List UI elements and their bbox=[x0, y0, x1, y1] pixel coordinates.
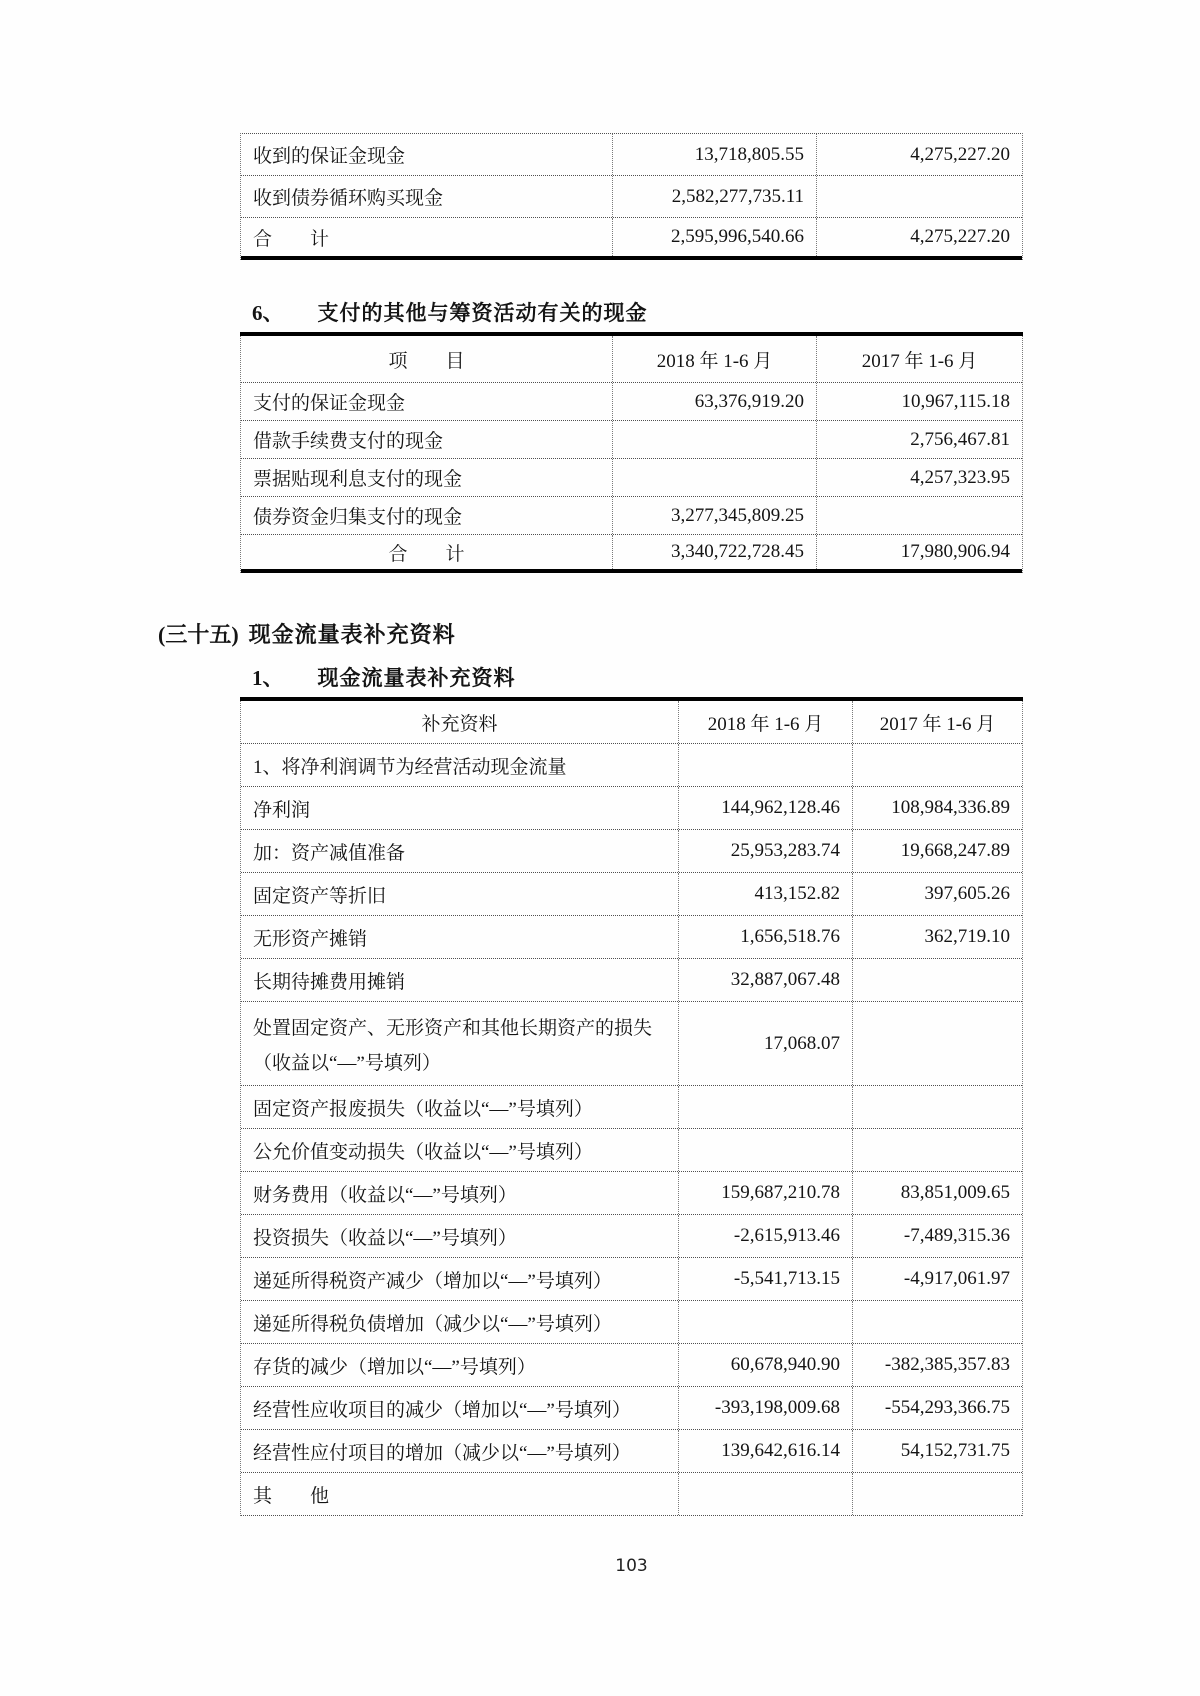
row-label: 固定资产等折旧 bbox=[253, 885, 387, 907]
row-label: 加：资产减值准备 bbox=[253, 842, 406, 864]
value-2017: 19,668,247.89 bbox=[852, 830, 1022, 872]
row-label: 合 计 bbox=[253, 228, 330, 250]
row-label: 递延所得税负债增加（减少以“—”号填列） bbox=[253, 1313, 612, 1335]
row-label: 合 计 bbox=[388, 543, 465, 565]
value-2018 bbox=[678, 1301, 852, 1343]
value-2018: 3,277,345,809.25 bbox=[612, 497, 816, 534]
table-row bbox=[241, 1430, 1022, 1473]
value-2018: 144,962,128.46 bbox=[678, 787, 852, 829]
subsection1-heading bbox=[240, 665, 1023, 691]
table-header-row bbox=[241, 701, 1022, 744]
table-row bbox=[241, 535, 1022, 573]
value-2018: 13,718,805.55 bbox=[612, 134, 816, 175]
table-row bbox=[241, 1129, 1022, 1172]
value-2018: 2,582,277,735.11 bbox=[612, 176, 816, 217]
value-2018: 32,887,067.48 bbox=[678, 959, 852, 1001]
value-2017: -382,385,357.83 bbox=[852, 1344, 1022, 1386]
table-row bbox=[241, 1002, 1022, 1086]
row-label: 投资损失（收益以“—”号填列） bbox=[253, 1227, 517, 1249]
table-row bbox=[241, 459, 1022, 497]
value-2017: 83,851,009.65 bbox=[852, 1172, 1022, 1214]
header-2018-col: 2018 年 1-6 月 bbox=[612, 336, 816, 382]
value-2018 bbox=[678, 1086, 852, 1128]
header-supp-col: 补充资料 bbox=[421, 713, 498, 735]
section35-title: 现金流量表补充资料 bbox=[248, 622, 456, 647]
row-label: 债券资金归集支付的现金 bbox=[253, 507, 463, 528]
value-2018: 139,642,616.14 bbox=[678, 1430, 852, 1472]
row-label: 经营性应付项目的增加（减少以“—”号填列） bbox=[253, 1442, 631, 1464]
table-row bbox=[241, 1344, 1022, 1387]
row-label: 财务费用（收益以“—”号填列） bbox=[253, 1184, 517, 1206]
section35-number: (三十五) bbox=[158, 622, 239, 647]
value-2017 bbox=[852, 1129, 1022, 1171]
value-2018: 17,068.07 bbox=[678, 1002, 852, 1085]
subsection1-title: 现金流量表补充资料 bbox=[317, 666, 516, 690]
value-2017: 10,967,115.18 bbox=[816, 383, 1022, 420]
table-row bbox=[241, 1387, 1022, 1430]
value-2018: 63,376,919.20 bbox=[612, 383, 816, 420]
value-2018 bbox=[678, 1473, 852, 1515]
header-2017-col: 2017 年 1-6 月 bbox=[816, 336, 1022, 382]
table-row bbox=[241, 421, 1022, 459]
table-row bbox=[241, 134, 1022, 176]
subsection1-block bbox=[240, 665, 1023, 701]
section6-block bbox=[240, 300, 1023, 336]
value-2017: -554,293,366.75 bbox=[852, 1387, 1022, 1429]
value-2017 bbox=[816, 497, 1022, 534]
value-2018 bbox=[612, 459, 816, 496]
row-label: 借款手续费支付的现金 bbox=[253, 431, 444, 452]
row-label: 经营性应收项目的减少（增加以“—”号填列） bbox=[253, 1399, 631, 1421]
value-2017: 2,756,467.81 bbox=[816, 421, 1022, 458]
value-2018: 159,687,210.78 bbox=[678, 1172, 852, 1214]
table-row bbox=[241, 383, 1022, 421]
table-row bbox=[241, 497, 1022, 535]
value-2017 bbox=[816, 176, 1022, 217]
value-2017: 108,984,336.89 bbox=[852, 787, 1022, 829]
header-2017-col: 2017 年 1-6 月 bbox=[852, 701, 1022, 743]
payments-table bbox=[240, 336, 1023, 573]
row-label: 递延所得税资产减少（增加以“—”号填列） bbox=[253, 1270, 612, 1292]
value-2018: 60,678,940.90 bbox=[678, 1344, 852, 1386]
value-2017: 4,257,323.95 bbox=[816, 459, 1022, 496]
value-2017 bbox=[852, 959, 1022, 1001]
section6-number: 6、 bbox=[252, 301, 284, 325]
row-label: 票据贴现利息支付的现金 bbox=[253, 469, 463, 490]
table-row bbox=[241, 959, 1022, 1002]
row-label: 无形资产摊销 bbox=[253, 928, 368, 950]
row-label: 存货的减少（增加以“—”号填列） bbox=[253, 1356, 536, 1378]
subsection1-number: 1、 bbox=[252, 666, 284, 690]
value-2017 bbox=[852, 1086, 1022, 1128]
table-row bbox=[241, 1172, 1022, 1215]
row-label: 公允价值变动损失（收益以“—”号填列） bbox=[253, 1141, 593, 1163]
row-label: 其 他 bbox=[253, 1485, 330, 1507]
row-label: 净利润 bbox=[253, 799, 311, 821]
value-2018 bbox=[678, 744, 852, 786]
row-label: 收到债券循环购买现金 bbox=[253, 188, 444, 209]
value-2017: 397,605.26 bbox=[852, 873, 1022, 915]
header-item-col: 项 目 bbox=[388, 350, 465, 372]
value-2018: 25,953,283.74 bbox=[678, 830, 852, 872]
row-label: 长期待摊费用摊销 bbox=[253, 971, 406, 993]
table-row bbox=[241, 1215, 1022, 1258]
value-2018: -2,615,913.46 bbox=[678, 1215, 852, 1257]
value-2017: 17,980,906.94 bbox=[816, 535, 1022, 569]
row-label: 收到的保证金现金 bbox=[253, 146, 406, 167]
supplementary-table-body bbox=[241, 744, 1022, 1516]
value-2018: 3,340,722,728.45 bbox=[612, 535, 816, 569]
table-row bbox=[241, 1301, 1022, 1344]
value-2018: 1,656,518.76 bbox=[678, 916, 852, 958]
value-2018: -5,541,713.15 bbox=[678, 1258, 852, 1300]
page-number: 103 bbox=[615, 1556, 648, 1576]
top-table bbox=[240, 133, 1023, 260]
header-2018-col: 2018 年 1-6 月 bbox=[678, 701, 852, 743]
value-2017: 4,275,227.20 bbox=[816, 218, 1022, 256]
value-2017: -7,489,315.36 bbox=[852, 1215, 1022, 1257]
table-row bbox=[241, 1258, 1022, 1301]
value-2018 bbox=[612, 421, 816, 458]
table-row bbox=[241, 744, 1022, 787]
table-row bbox=[241, 1086, 1022, 1129]
table-row bbox=[241, 1473, 1022, 1516]
section6-title: 支付的其他与筹资活动有关的现金 bbox=[317, 301, 648, 325]
section6-heading bbox=[240, 300, 1023, 326]
table-header-row bbox=[241, 336, 1022, 383]
row-label: 支付的保证金现金 bbox=[253, 393, 406, 414]
table-row bbox=[241, 176, 1022, 218]
value-2017 bbox=[852, 1473, 1022, 1515]
value-2017: -4,917,061.97 bbox=[852, 1258, 1022, 1300]
row-label: 处置固定资产、无形资产和其他长期资产的损失 （收益以“—”号填列） bbox=[253, 1017, 653, 1074]
table-row bbox=[241, 916, 1022, 959]
value-2017 bbox=[852, 1301, 1022, 1343]
value-2017: 54,152,731.75 bbox=[852, 1430, 1022, 1472]
value-2018: 413,152.82 bbox=[678, 873, 852, 915]
payments-table-body bbox=[241, 383, 1022, 573]
table-row bbox=[241, 218, 1022, 260]
row-label: 1、将净利润调节为经营活动现金流量 bbox=[253, 756, 567, 778]
section35-heading bbox=[158, 621, 1200, 649]
value-2018: 2,595,996,540.66 bbox=[612, 218, 816, 256]
value-2018 bbox=[678, 1129, 852, 1171]
value-2017 bbox=[852, 744, 1022, 786]
value-2018: -393,198,009.68 bbox=[678, 1387, 852, 1429]
value-2017 bbox=[852, 1002, 1022, 1085]
supplementary-table bbox=[240, 701, 1023, 1516]
table-row bbox=[241, 830, 1022, 873]
value-2017: 4,275,227.20 bbox=[816, 134, 1022, 175]
table-row bbox=[241, 873, 1022, 916]
value-2017: 362,719.10 bbox=[852, 916, 1022, 958]
table-row bbox=[241, 787, 1022, 830]
row-label: 固定资产报废损失（收益以“—”号填列） bbox=[253, 1098, 593, 1120]
